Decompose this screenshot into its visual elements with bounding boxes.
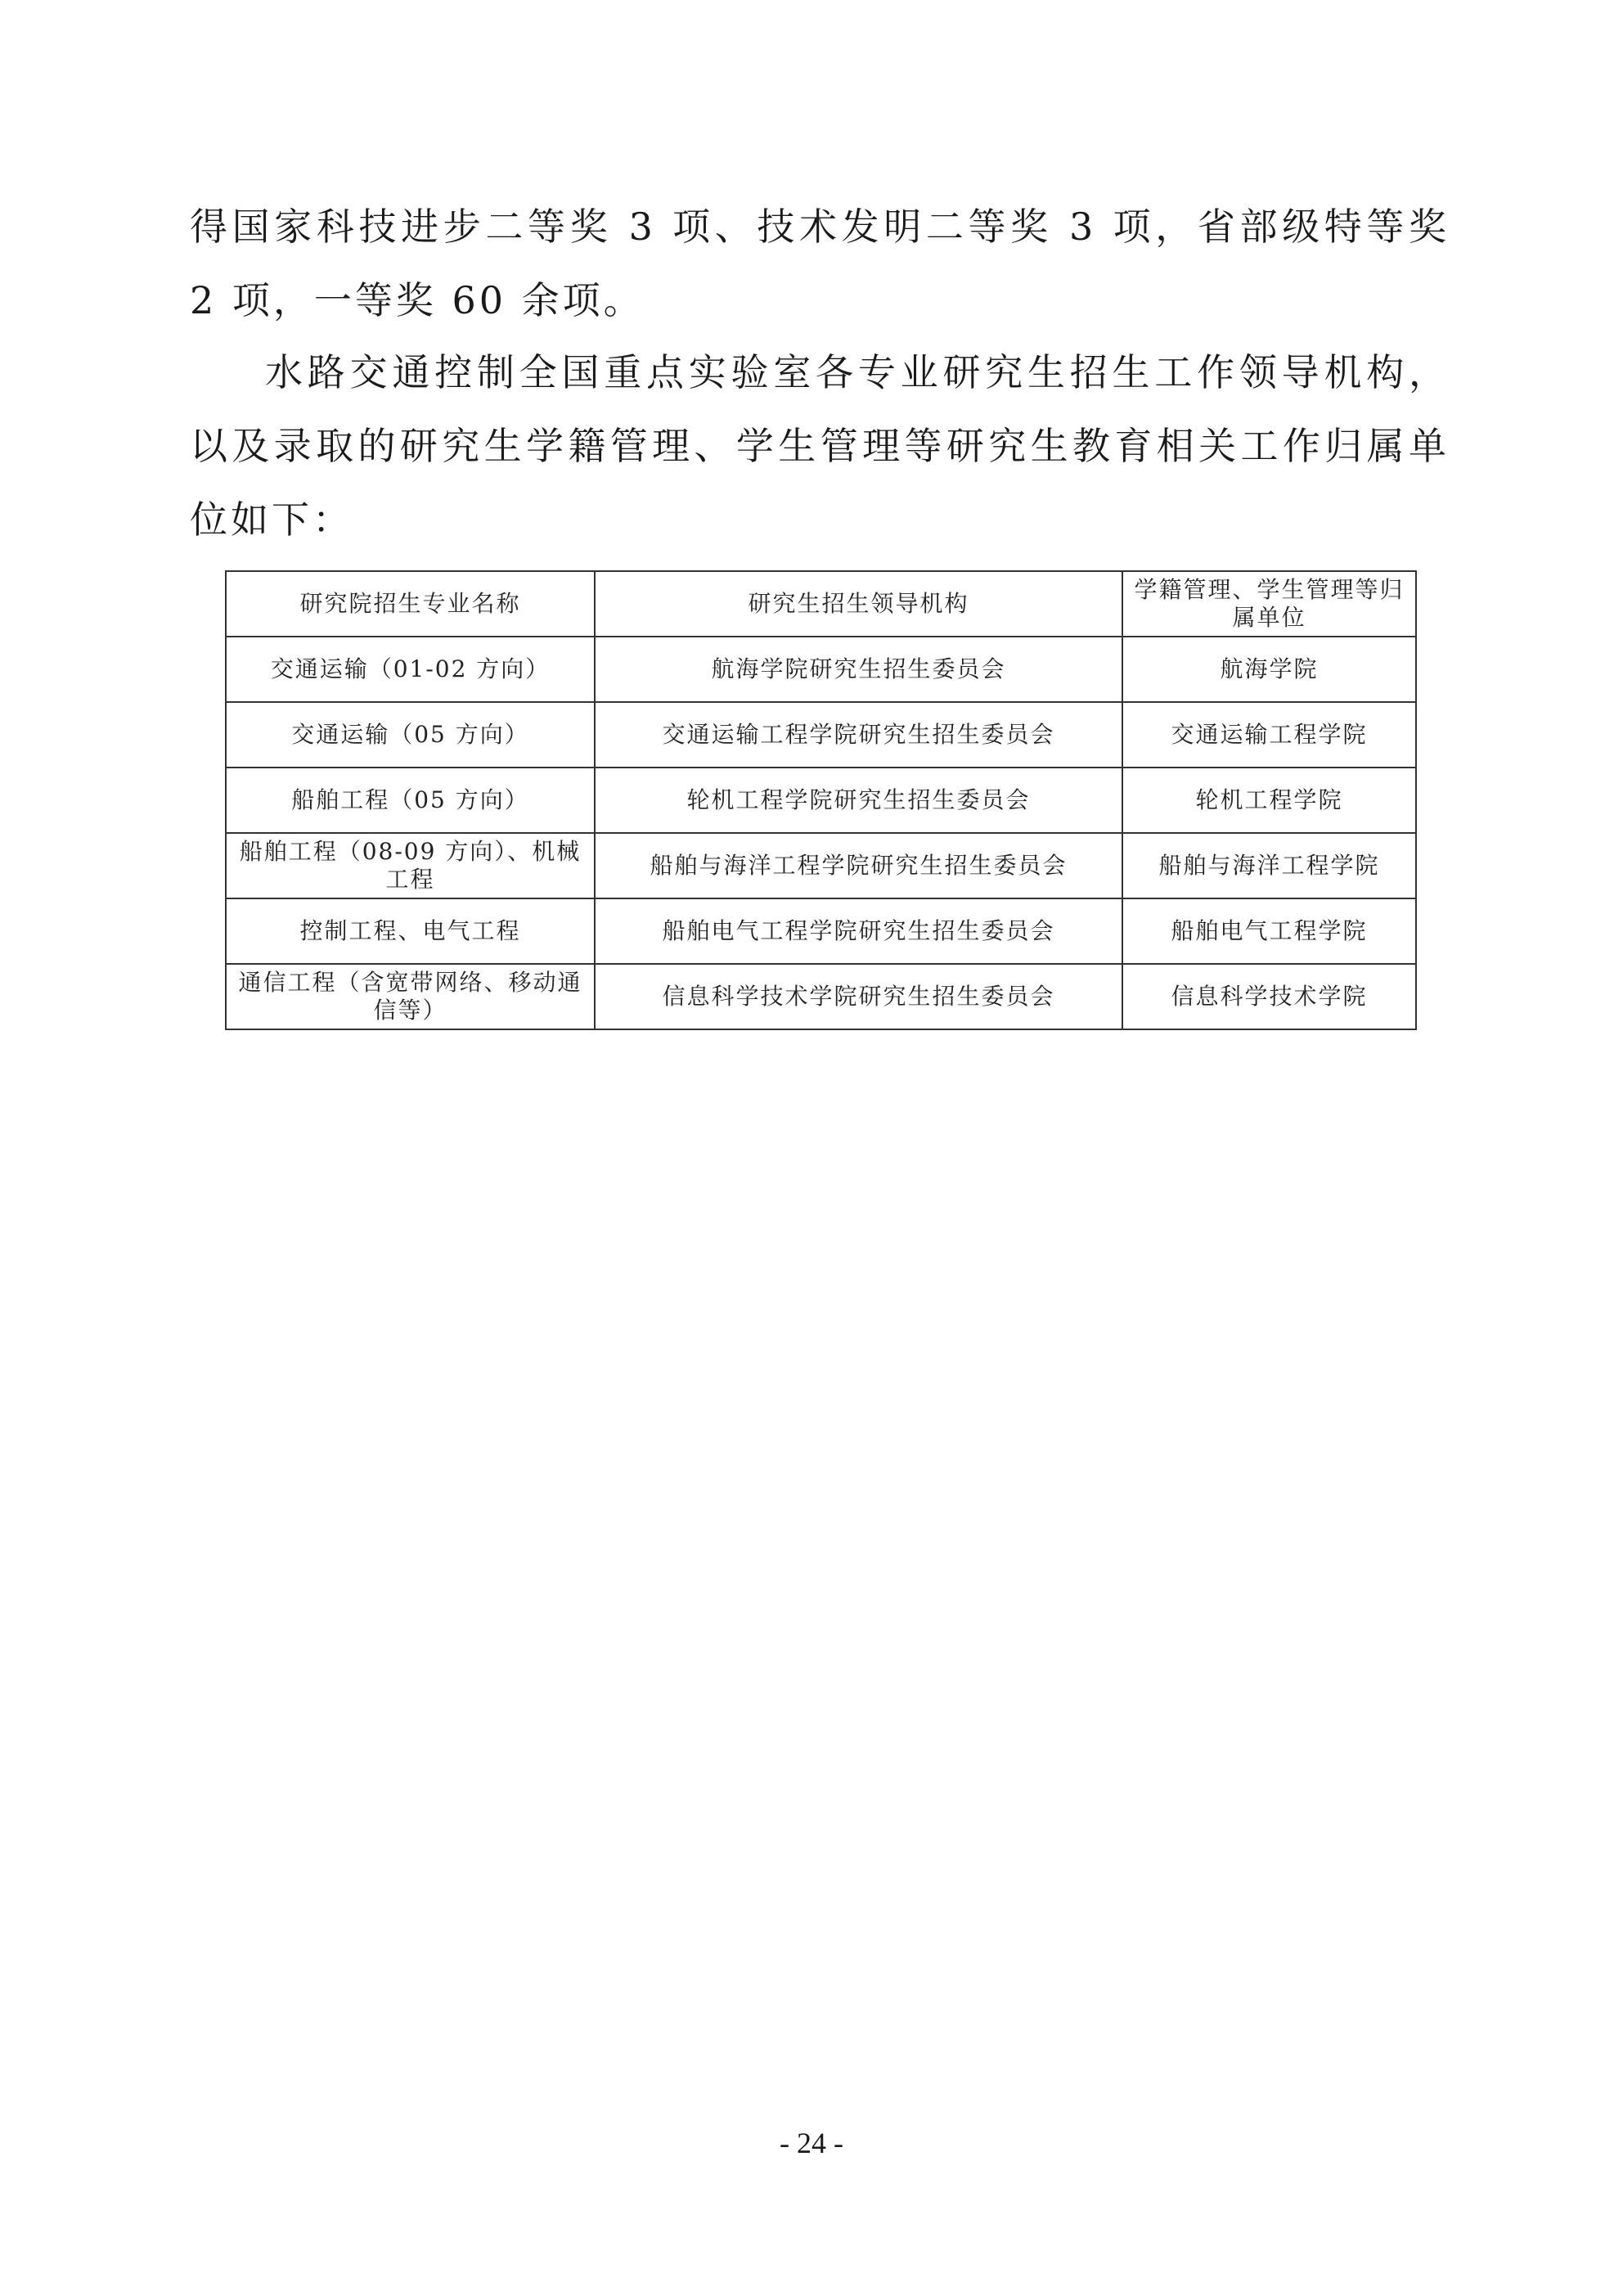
- table-cell: 船舶工程（05 方向）: [226, 768, 595, 833]
- table-cell: 交通运输工程学院: [1122, 702, 1416, 768]
- admissions-table: [225, 570, 1417, 1030]
- table-cell: 船舶工程（08-09 方向）、机械工程: [226, 833, 595, 898]
- table-cell: 交通运输（01-02 方向）: [226, 637, 595, 702]
- table-cell: 船舶电气工程学院: [1122, 898, 1416, 964]
- table-row: [226, 833, 1416, 898]
- table-cell: 控制工程、电气工程: [226, 898, 595, 964]
- table-cell: 轮机工程学院: [1122, 768, 1416, 833]
- table-cell: 交通运输工程学院研究生招生委员会: [595, 702, 1122, 768]
- page-number: - 24 -: [780, 2127, 843, 2159]
- table-cell: 交通运输（05 方向）: [226, 702, 595, 768]
- table-cell: 通信工程（含宽带网络、移动通信等）: [226, 964, 595, 1029]
- column-header: 学籍管理、学生管理等归属单位: [1122, 571, 1416, 637]
- table-row: [226, 702, 1416, 768]
- table-cell: 船舶与海洋工程学院研究生招生委员会: [595, 833, 1122, 898]
- column-header: 研究院招生专业名称: [226, 571, 595, 637]
- table-cell: 信息科学技术学院: [1122, 964, 1416, 1029]
- table-header-row: [226, 571, 1416, 637]
- body-paragraph: 得国家科技进步二等奖 3 项、技术发明二等奖 3 项，省部级特等奖 2 项，一等奖 60 余项。: [190, 205, 1450, 322]
- table-cell: 船舶与海洋工程学院: [1122, 833, 1416, 898]
- table-row: [226, 964, 1416, 1029]
- table-row: [226, 768, 1416, 833]
- table-cell: 船舶电气工程学院研究生招生委员会: [595, 898, 1122, 964]
- table-row: [226, 637, 1416, 702]
- body-paragraph: 水路交通控制全国重点实验室各专业研究生招生工作领导机构，以及录取的研究生学籍管理、学生管理等研究生教育相关工作归属单位如下：: [190, 350, 1450, 542]
- table-cell: 航海学院: [1122, 637, 1416, 702]
- table-cell: 信息科学技术学院研究生招生委员会: [595, 964, 1122, 1029]
- table-cell: 航海学院研究生招生委员会: [595, 637, 1122, 702]
- column-header: 研究生招生领导机构: [595, 571, 1122, 637]
- table-row: [226, 898, 1416, 964]
- table-cell: 轮机工程学院研究生招生委员会: [595, 768, 1122, 833]
